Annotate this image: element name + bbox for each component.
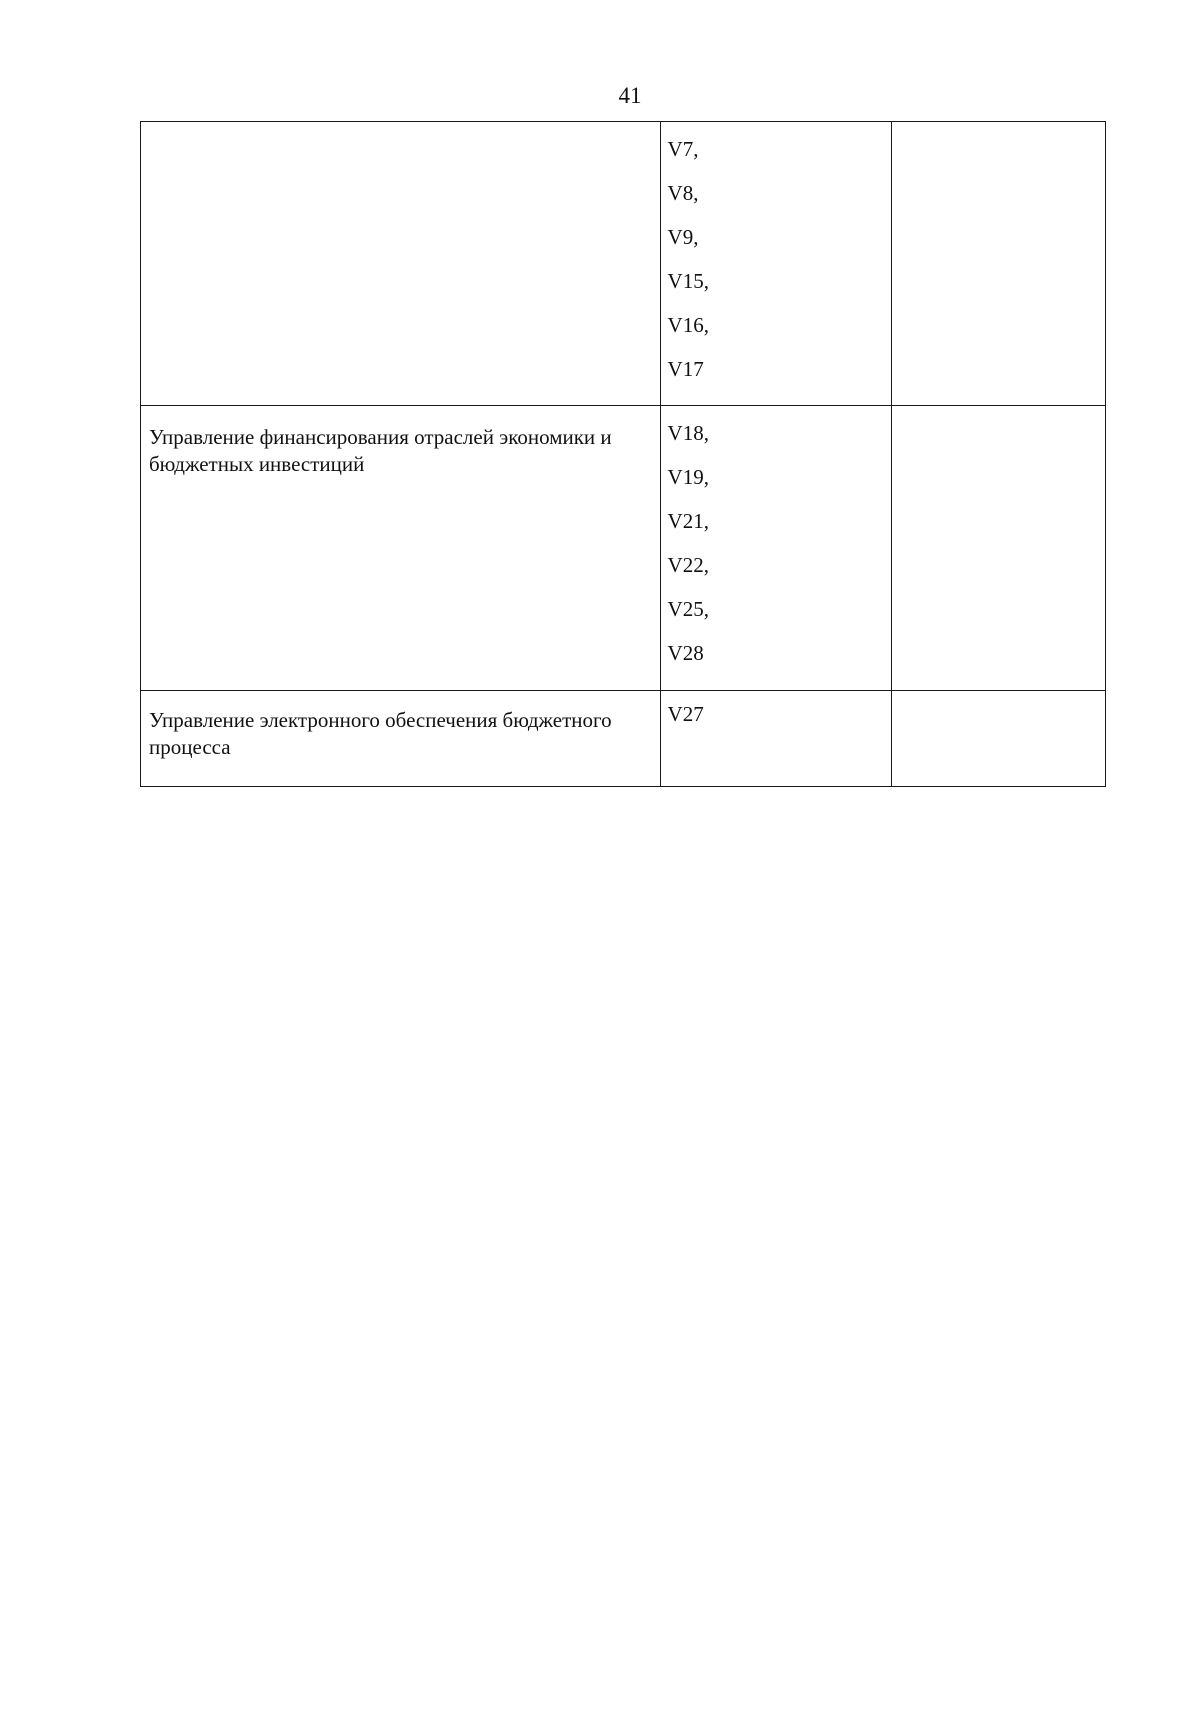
department-cell xyxy=(141,122,661,406)
codes-list xyxy=(661,122,891,398)
table-row xyxy=(141,691,1106,787)
codes-cell xyxy=(660,406,891,691)
code-item: V22, xyxy=(667,553,709,577)
code-item: V28 xyxy=(667,641,704,665)
codes-cell xyxy=(660,691,891,787)
department-cell xyxy=(141,406,661,691)
document-table xyxy=(140,121,1106,787)
code-item: V21, xyxy=(667,509,709,533)
department-name: Управление финансирования отраслей экономики и бюджетных инвестиций xyxy=(149,425,612,476)
codes-list xyxy=(661,691,891,743)
department-cell xyxy=(141,691,661,787)
department-name: Управление электронного обеспечения бюджетного процесса xyxy=(149,708,612,759)
codes-list xyxy=(661,406,891,682)
extra-cell xyxy=(891,122,1105,406)
code-item: V17 xyxy=(667,357,704,381)
code-item: V8, xyxy=(667,181,699,205)
code-item: V15, xyxy=(667,269,709,293)
department-name xyxy=(141,122,660,140)
code-item: V25, xyxy=(667,597,709,621)
codes-cell xyxy=(660,122,891,406)
extra-cell xyxy=(891,691,1105,787)
code-item: V9, xyxy=(667,225,699,249)
table-row xyxy=(141,122,1106,406)
code-item: V18, xyxy=(667,421,709,445)
code-item: V16, xyxy=(667,313,709,337)
code-item: V27 xyxy=(667,702,704,726)
code-item: V19, xyxy=(667,465,709,489)
page-number: 41 xyxy=(618,83,642,108)
extra-cell xyxy=(891,406,1105,691)
code-item: V7, xyxy=(667,137,699,161)
table-row xyxy=(141,406,1106,691)
